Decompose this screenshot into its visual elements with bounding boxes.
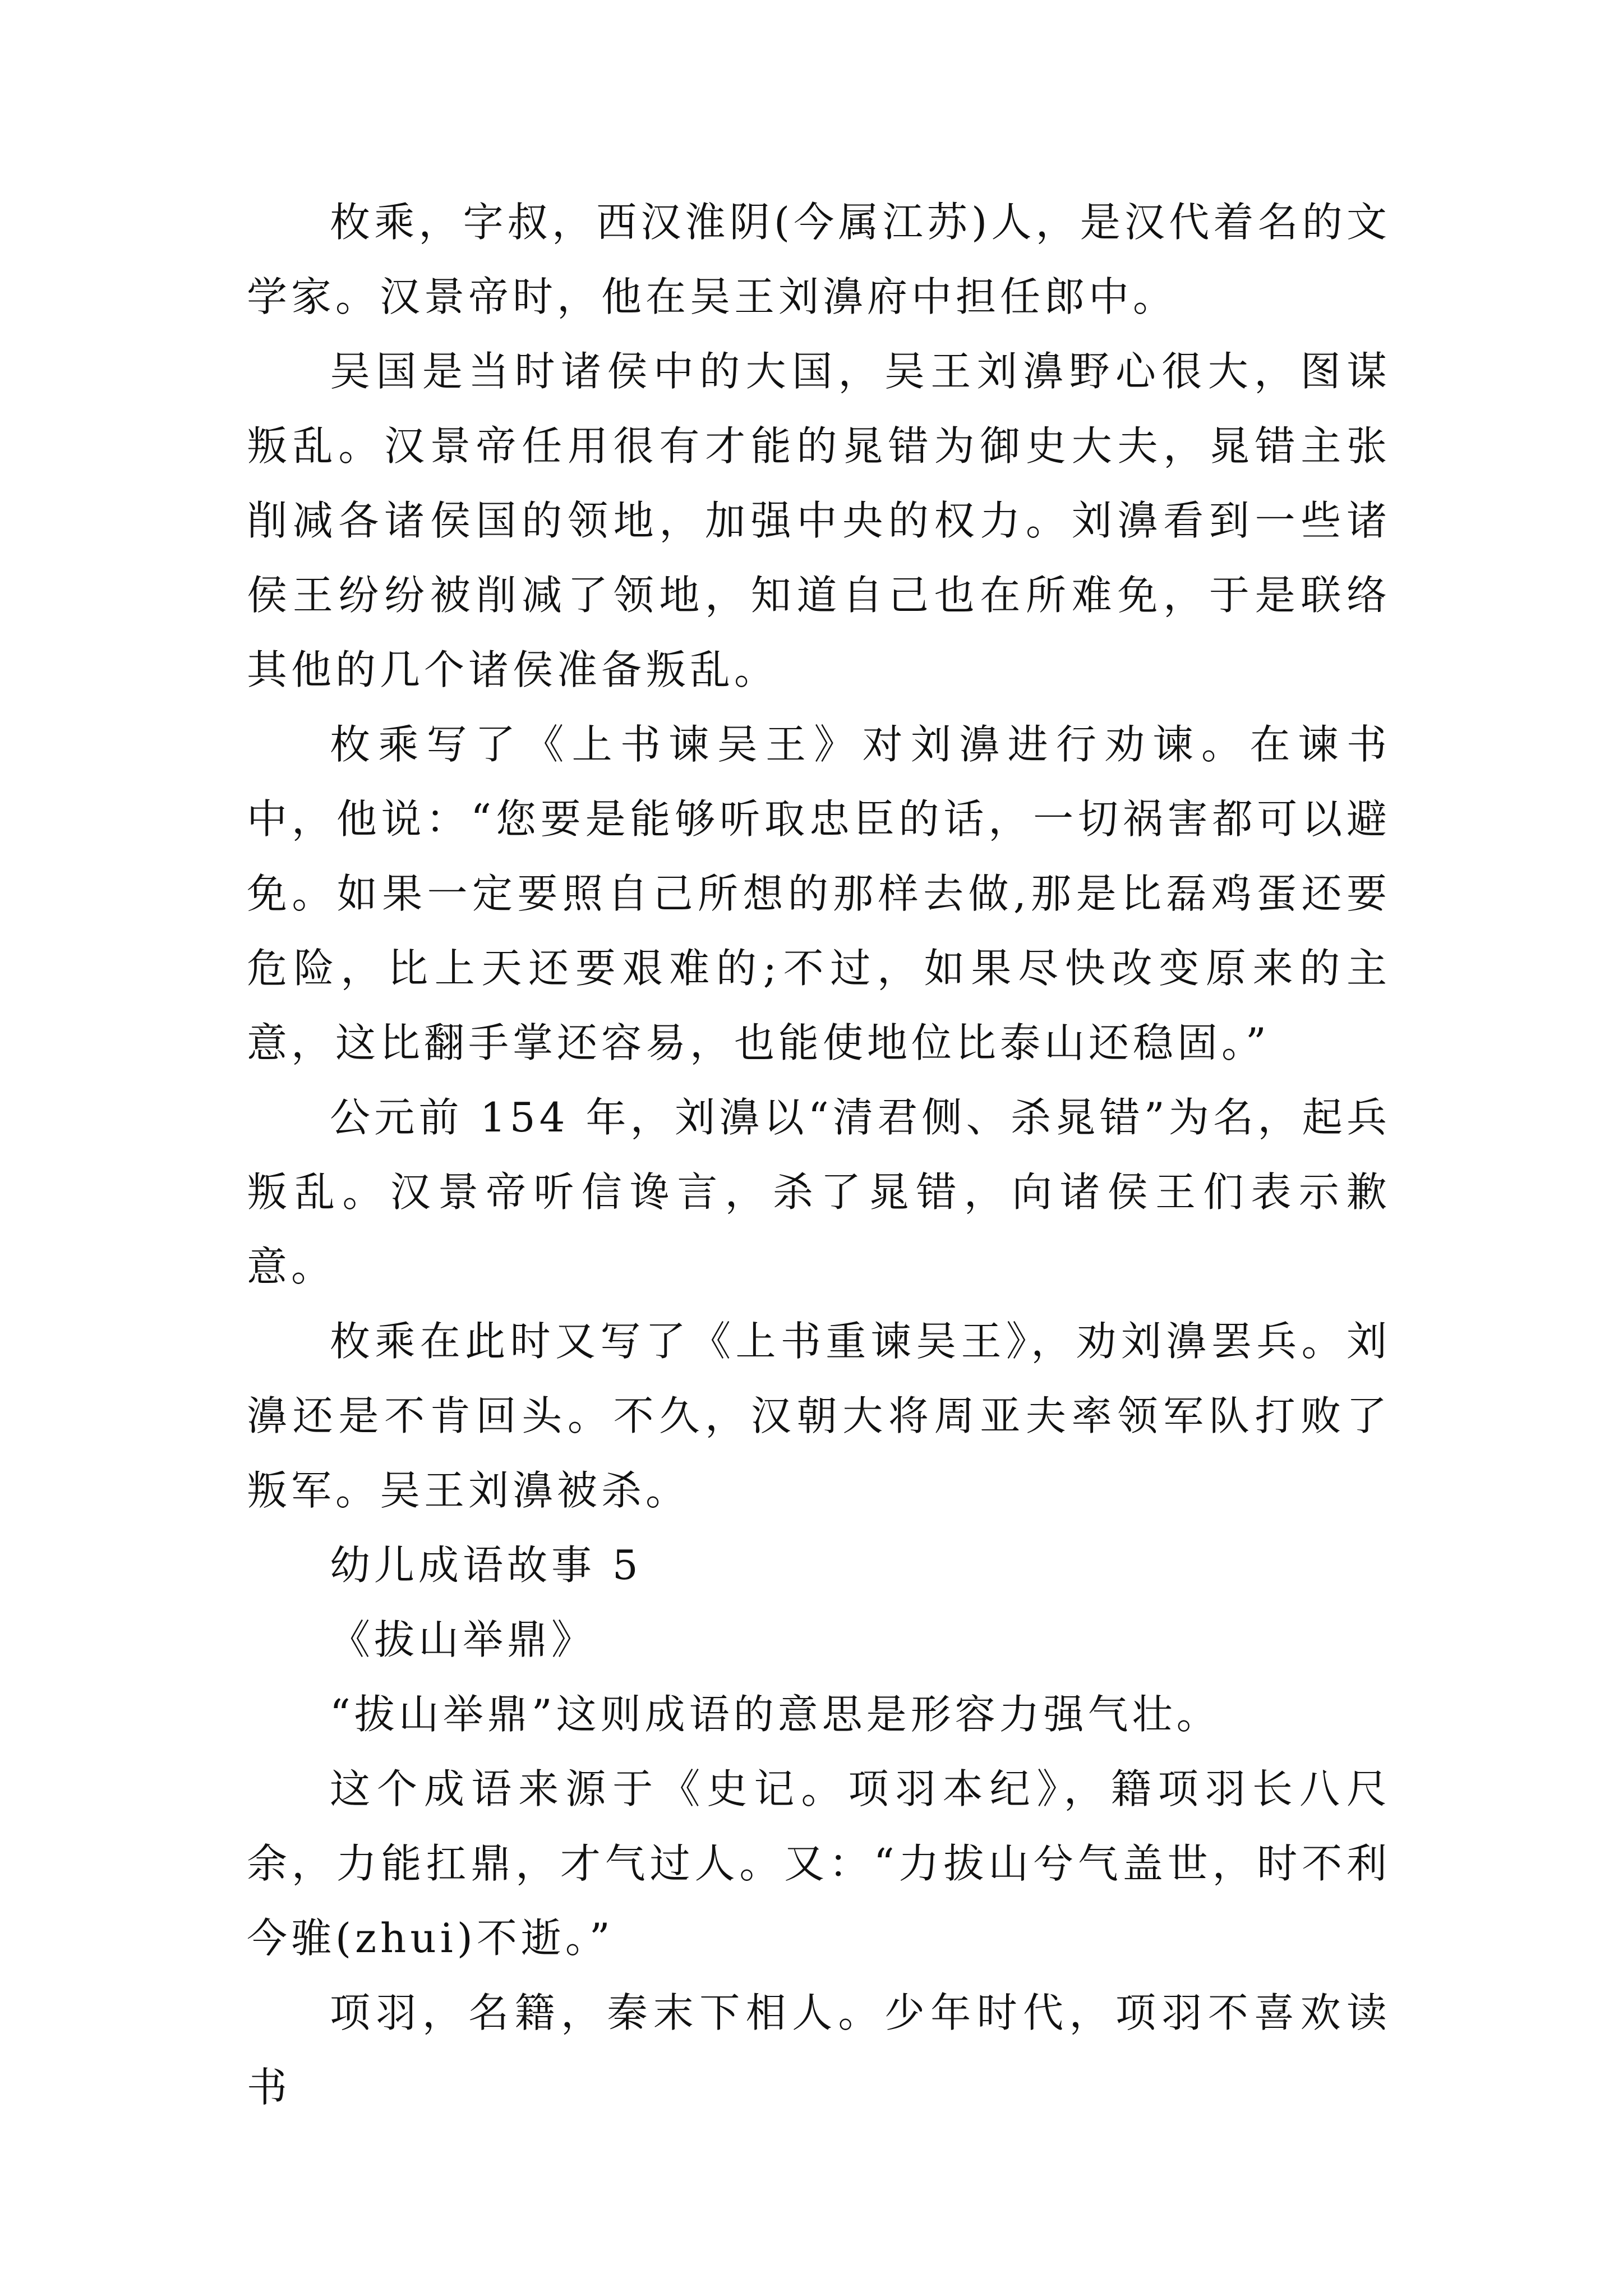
document-body [247,185,1391,2125]
paragraph: 枚乘，字叔，西汉淮阴(今属江苏)人，是汉代着名的文学家。汉景帝时，他在吴王刘濞府中担任郎中。 [247,199,1391,320]
paragraph: 这个成语来源于《史记。项羽本纪》，籍项羽长八尺余，力能扛鼎，才气过人。又：“力拔山兮气盖世，时不利今骓(zhui)不逝。” [247,1765,1391,1962]
paragraph: 枚乘在此时又写了《上书重谏吴王》，劝刘濞罢兵。刘濞还是不肯回头。不久，汉朝大将周亚夫率领军队打败了叛军。吴王刘濞被杀。 [247,1318,1391,1514]
paragraph: 枚乘写了《上书谏吴王》对刘濞进行劝谏。在谏书中，他说：“您要是能够听取忠臣的话，一切祸害都可以避免。如果一定要照自己所想的那样去做,那是比磊鸡蛋还要危险，比上天还要艰难的;不过，如果尽快改变原来的主意，这比翻手掌还容易，也能使地位比泰山还稳固。” [247,721,1391,1066]
paragraph: 公元前 154 年，刘濞以“清君侧、杀晁错”为名，起兵叛乱。汉景帝听信谗言，杀了晁错，向诸侯王们表示歉意。 [247,1094,1391,1290]
paragraph: “拔山举鼎”这则成语的意思是形容力强气壮。 [330,1691,1221,1738]
paragraph: 项羽，名籍，秦末下相人。少年时代，项羽不喜欢读书 [247,1989,1391,2111]
paragraph: 吴国是当时诸侯中的大国，吴王刘濞野心很大，图谋叛乱。汉景帝任用很有才能的晁错为御史大夫，晁错主张削减各诸侯国的领地，加强中央的权力。刘濞看到一些诸侯王纷纷被削减了领地，知道自己也在所难免，于是联络其他的几个诸侯准备叛乱。 [247,348,1391,693]
idiom-title: 《拔山举鼎》 [330,1616,596,1663]
section-title: 幼儿成语故事 5 [330,1542,642,1589]
